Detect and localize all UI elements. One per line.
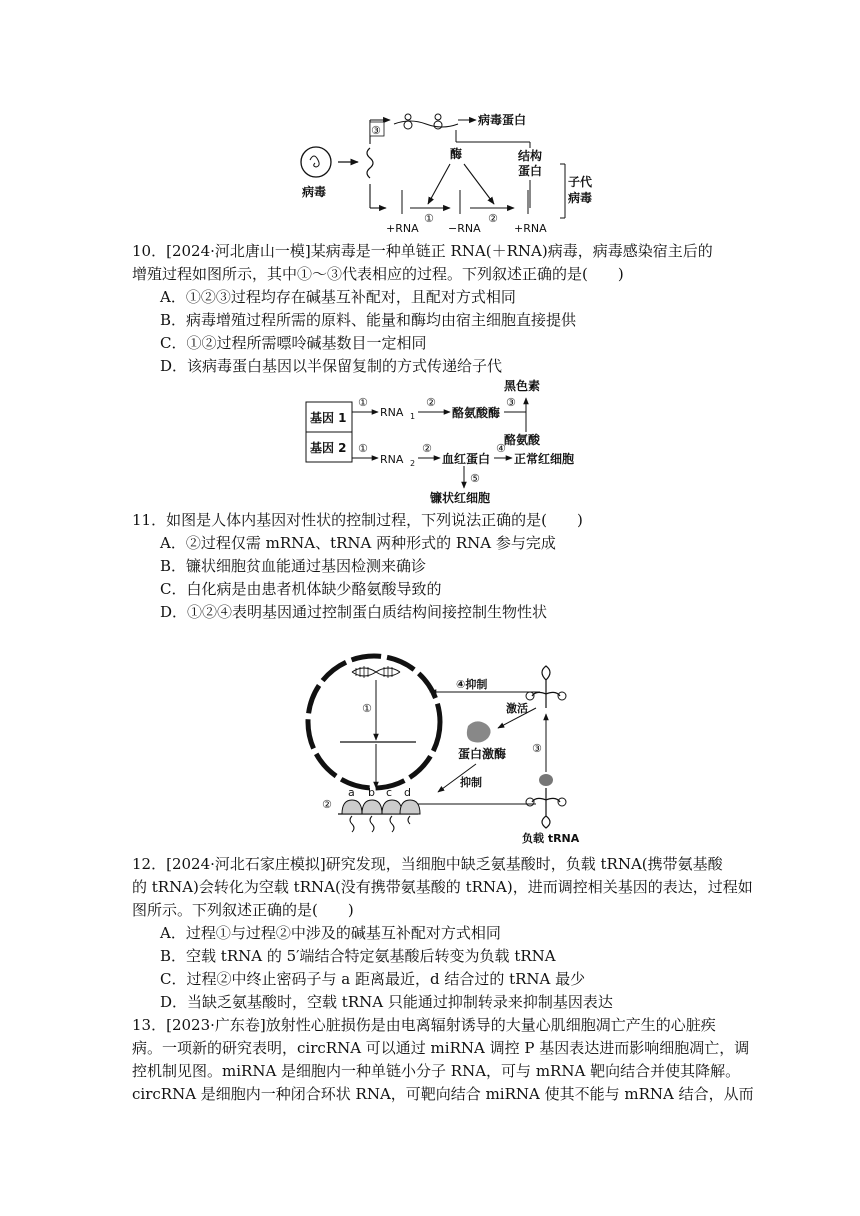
q12-stem-line-3: 图所示。下列叙述正确的是( ) [132, 901, 354, 919]
gene-trait-diagram [300, 376, 600, 506]
row1-step2: ② [426, 396, 436, 409]
hemoglobin-label: 血红蛋白 [442, 452, 491, 466]
viral-protein-label: 病毒蛋白 [478, 113, 527, 127]
minus-rna-label: −RNA [448, 222, 481, 235]
q12-stem-line-2: 的 tRNA)会转化为空载 tRNA(没有携带氨基酸的 tRNA)，进而调控相关基因的表达，过程如 [132, 878, 753, 896]
activate-label: 激活 [506, 702, 528, 715]
q11-option-d: D．①②④表明基因通过控制蛋白质结构间接控制生物性状 [160, 603, 548, 621]
q10-stem-line-2: 增殖过程如图所示，其中①～③代表相应的过程。下列叙述正确的是( ) [132, 265, 624, 283]
q11-option-c: C．白化病是由患者机体缺少酪氨酸导致的 [160, 580, 442, 598]
row1-step3: ③ [506, 396, 516, 409]
q11-stem: 11．如图是人体内基因对性状的控制过程，下列说法正确的是( ) [132, 511, 583, 529]
enzyme-label: 酶 [450, 147, 463, 161]
ribosome-c-label: c [386, 786, 393, 799]
q10-stem-line-1: 10．[2024·河北唐山一模]某病毒是一种单链正 RNA(＋RNA)病毒，病毒感染宿主后的 [132, 242, 713, 260]
virus-replication-diagram [290, 108, 610, 238]
melanin-label: 黑色素 [504, 379, 541, 393]
ribosome-d-label: d [404, 786, 411, 799]
kinase-label: 蛋白激酶 [458, 747, 507, 761]
rna2-subscript: 2 [410, 459, 416, 468]
q13-line-2: 病。一项新的研究表明，circRNA 可以通过 miRNA 调控 P 基因表达进而影响细胞凋亡，调 [132, 1039, 750, 1057]
inhibit-4-label: ④抑制 [456, 678, 488, 691]
progeny-label-1: 子代 [568, 175, 593, 189]
plus-rna-label-b: +RNA [514, 222, 547, 235]
row1-step1: ① [358, 396, 368, 409]
step-3-label: ③ [532, 742, 542, 755]
charged-trna-label: 负载 tRNA [522, 832, 580, 845]
row2-step1: ① [358, 442, 368, 455]
tyrosinase-label: 酪氨酸酶 [452, 406, 501, 420]
virus-replication-figure [290, 108, 610, 238]
row2-step4: ④ [496, 442, 506, 455]
progeny-label-2: 病毒 [568, 191, 593, 205]
step-1-label: ① [424, 212, 434, 225]
virus-label: 病毒 [302, 185, 327, 199]
q12-option-c: C．过程②中终止密码子与 a 距离最近，d 结合过的 tRNA 最少 [160, 970, 586, 988]
plus-rna-label-a: +RNA [386, 222, 419, 235]
q13-line-1: 13．[2023·广东卷]放射性心脏损伤是由电离辐射诱导的大量心肌细胞凋亡产生的心脏疾 [132, 1016, 716, 1034]
q13-line-3: 控机制见图。miRNA 是细胞内一种单链小分子 RNA，可与 mRNA 靶向结合并使其降解。 [132, 1062, 741, 1080]
gene-trait-figure [300, 376, 600, 506]
trna-regulation-figure [300, 640, 600, 850]
q10-option-b: B．病毒增殖过程所需的原料、能量和酶均由宿主细胞直接提供 [160, 311, 577, 329]
q13-line-4: circRNA 是细胞内一种闭合环状 RNA，可靶向结合 miRNA 使其不能与 mRNA 结合，从而 [132, 1085, 754, 1103]
q12-option-d: D．当缺乏氨基酸时，空载 tRNA 只能通过抑制转录来抑制基因表达 [160, 993, 613, 1011]
q12-option-b: B．空载 tRNA 的 5′端结合特定氨基酸后转变为负载 tRNA [160, 947, 556, 965]
structural-protein-label-1: 结构 [518, 149, 543, 163]
normal-rbc-label: 正常红细胞 [514, 452, 575, 466]
tyrosine-label: 酪氨酸 [504, 433, 541, 447]
row2-step5: ⑤ [470, 472, 480, 485]
ribosome-a-label: a [348, 786, 355, 799]
gene-2-label: 基因 2 [310, 441, 347, 455]
q11-option-b: B．镰状细胞贫血能通过基因检测来确诊 [160, 557, 427, 575]
step-3-label: ③ [371, 124, 381, 137]
row2-step2: ② [422, 442, 432, 455]
ribosome-b-label: b [368, 786, 375, 799]
inhibit-label: 抑制 [460, 776, 482, 789]
sickle-rbc-label: 镰状红细胞 [430, 491, 491, 505]
rna2-label: RNA [380, 453, 404, 466]
gene-1-label: 基因 1 [310, 411, 347, 425]
rna1-subscript: 1 [410, 412, 416, 421]
q10-option-d: D．该病毒蛋白基因以半保留复制的方式传递给子代 [160, 357, 503, 375]
q11-option-a: A．②过程仅需 mRNA、tRNA 两种形式的 RNA 参与完成 [160, 534, 556, 552]
q12-option-a: A．过程①与过程②中涉及的碱基互补配对方式相同 [160, 924, 501, 942]
rna1-label: RNA [380, 406, 404, 419]
step-1-label: ① [362, 702, 372, 715]
q10-option-a: A．①②③过程均存在碱基互补配对，且配对方式相同 [160, 288, 516, 306]
structural-protein-label-2: 蛋白 [518, 164, 543, 178]
q12-stem-line-1: 12．[2024·河北石家庄模拟]研究发现，当细胞中缺乏氨基酸时，负载 tRNA(携带氨基酸 [132, 855, 723, 873]
step-2-label: ② [488, 212, 498, 225]
q10-option-c: C．①②过程所需嘌呤碱基数目一定相同 [160, 334, 427, 352]
trna-regulation-diagram [300, 640, 600, 850]
step-2-label: ② [322, 798, 332, 811]
